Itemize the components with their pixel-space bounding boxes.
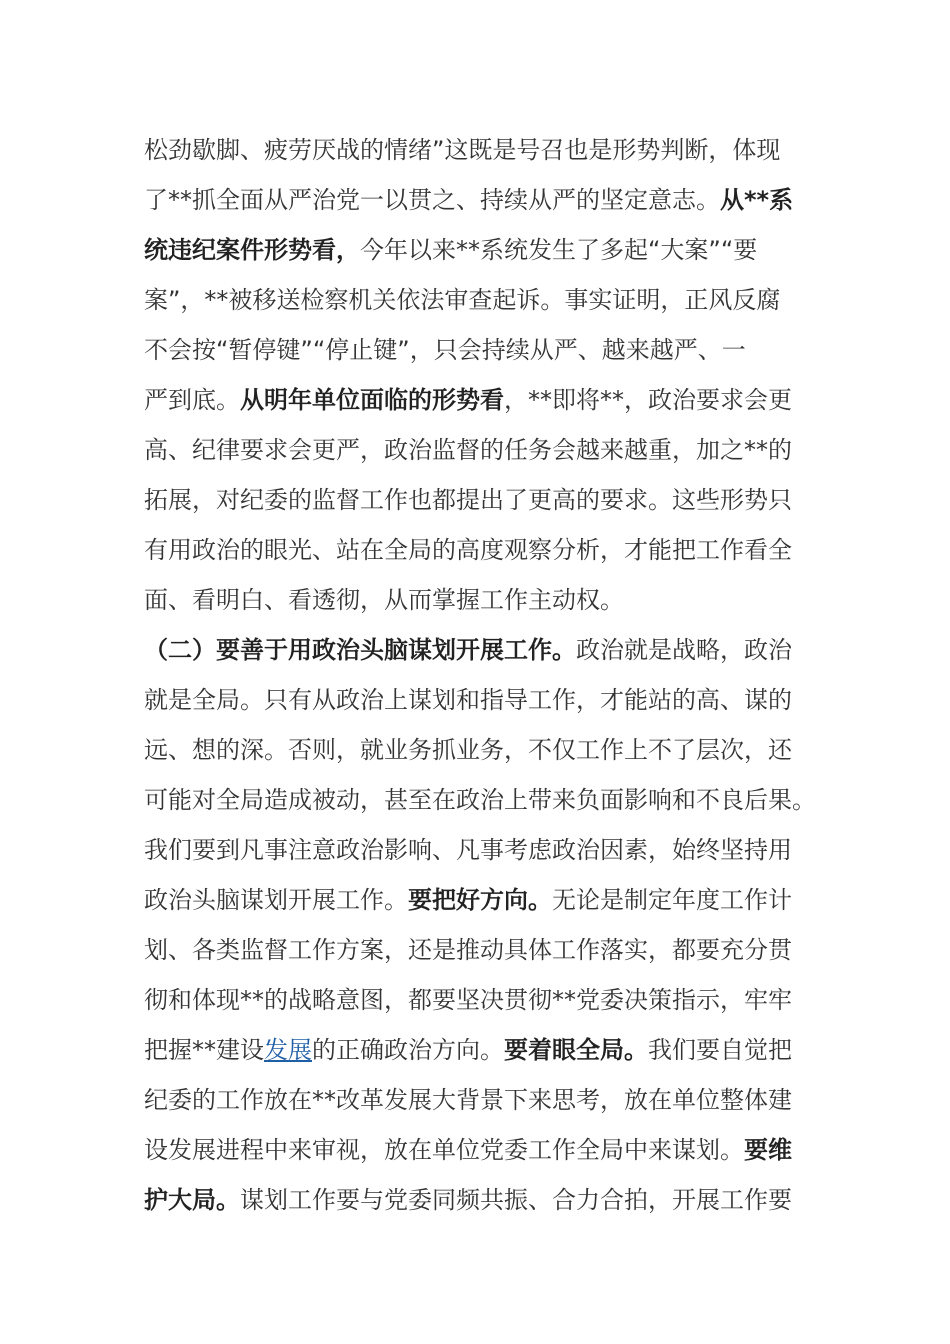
body-text: 不会按“暂停键”“停止键”，只会持续从严、越来越严、一 (144, 336, 746, 364)
text-line (144, 775, 816, 825)
body-text: 就是全局。只有从政治上谋划和指导工作，才能站的高、谋的 (144, 686, 792, 714)
bold-emphasis-text: 从明年单位面临的形势看 (240, 386, 504, 414)
text-line (144, 725, 804, 775)
bold-emphasis-text: 护大局。 (144, 1186, 240, 1214)
text-line (144, 425, 804, 475)
body-text: 谋划工作要与党委同频共振、合力合拍，开展工作要 (240, 1186, 792, 1214)
bold-emphasis-text: （二）要善于用政治头脑谋划开展工作。 (144, 636, 576, 664)
body-text: 远、想的深。否则，就业务抓业务，不仅工作上不了层次，还 (144, 736, 792, 764)
body-text: 高、纪律要求会更严，政治监督的任务会越来越重，加之**的 (144, 436, 792, 464)
body-text: 的正确政治方向。 (312, 1036, 504, 1064)
body-text: 我们要到凡事注意政治影响、凡事考虑政治因素，始终坚持用 (144, 836, 792, 864)
text-line (144, 475, 804, 525)
body-text: 设发展进程中来审视，放在单位党委工作全局中来谋划。 (144, 1136, 744, 1164)
body-text: 了**抓全面从严治党一以贯之、持续从严的坚定意志。 (144, 186, 720, 214)
text-line (144, 675, 804, 725)
hyperlink[interactable]: 发展 (264, 1036, 312, 1064)
text-line (144, 875, 804, 925)
text-line (144, 575, 804, 625)
bold-emphasis-text: 要把好方向。 (408, 886, 552, 914)
text-line (144, 375, 804, 425)
text-line (144, 1025, 804, 1075)
text-line (144, 275, 804, 325)
text-line (144, 925, 804, 975)
text-line (144, 975, 804, 1025)
text-line (144, 525, 804, 575)
text-line (144, 825, 804, 875)
bold-emphasis-text: 要维 (744, 1136, 792, 1164)
bold-emphasis-text: 统违纪案件形势看， (144, 236, 360, 264)
body-text: 案”，**被移送检察机关依法审查起诉。事实证明，正风反腐 (144, 286, 781, 314)
bold-emphasis-text: 从**系 (720, 186, 794, 214)
body-text: 拓展，对纪委的监督工作也都提出了更高的要求。这些形势只 (144, 486, 792, 514)
body-text: 划、各类监督工作方案，还是推动具体工作落实，都要充分贯 (144, 936, 792, 964)
body-text: 彻和体现**的战略意图，都要坚决贯彻**党委决策指示，牢牢 (144, 986, 792, 1014)
body-text: 政治头脑谋划开展工作。 (144, 886, 408, 914)
text-line (144, 1175, 804, 1225)
text-line (144, 325, 804, 375)
body-text: 今年以来**系统发生了多起“大案”“要 (360, 236, 758, 264)
body-text: 把握**建设 (144, 1036, 264, 1064)
text-line (144, 1125, 804, 1175)
body-text: 严到底。 (144, 386, 240, 414)
bold-emphasis-text: 要着眼全局。 (504, 1036, 648, 1064)
body-text: 纪委的工作放在**改革发展大背景下来思考，放在单位整体建 (144, 1086, 792, 1114)
body-text: 政治就是战略，政治 (576, 636, 792, 664)
body-text: 面、看明白、看透彻，从而掌握工作主动权。 (144, 586, 624, 614)
body-text: 有用政治的眼光、站在全局的高度观察分析，才能把工作看全 (144, 536, 792, 564)
body-text: 无论是制定年度工作计 (552, 886, 792, 914)
body-text: 我们要自觉把 (648, 1036, 792, 1064)
body-text: ，**即将**，政治要求会更 (504, 386, 792, 414)
document-body-text (144, 125, 816, 1225)
text-line (144, 225, 804, 275)
text-line (144, 125, 804, 175)
body-text: 可能对全局造成被动，甚至在政治上带来负面影响和不良后果。 (144, 786, 816, 814)
text-line (144, 1075, 804, 1125)
text-line (144, 625, 804, 675)
body-text: 松劲歇脚、疲劳厌战的情绪”这既是号召也是形势判断，体现 (144, 136, 781, 164)
text-line (144, 175, 804, 225)
